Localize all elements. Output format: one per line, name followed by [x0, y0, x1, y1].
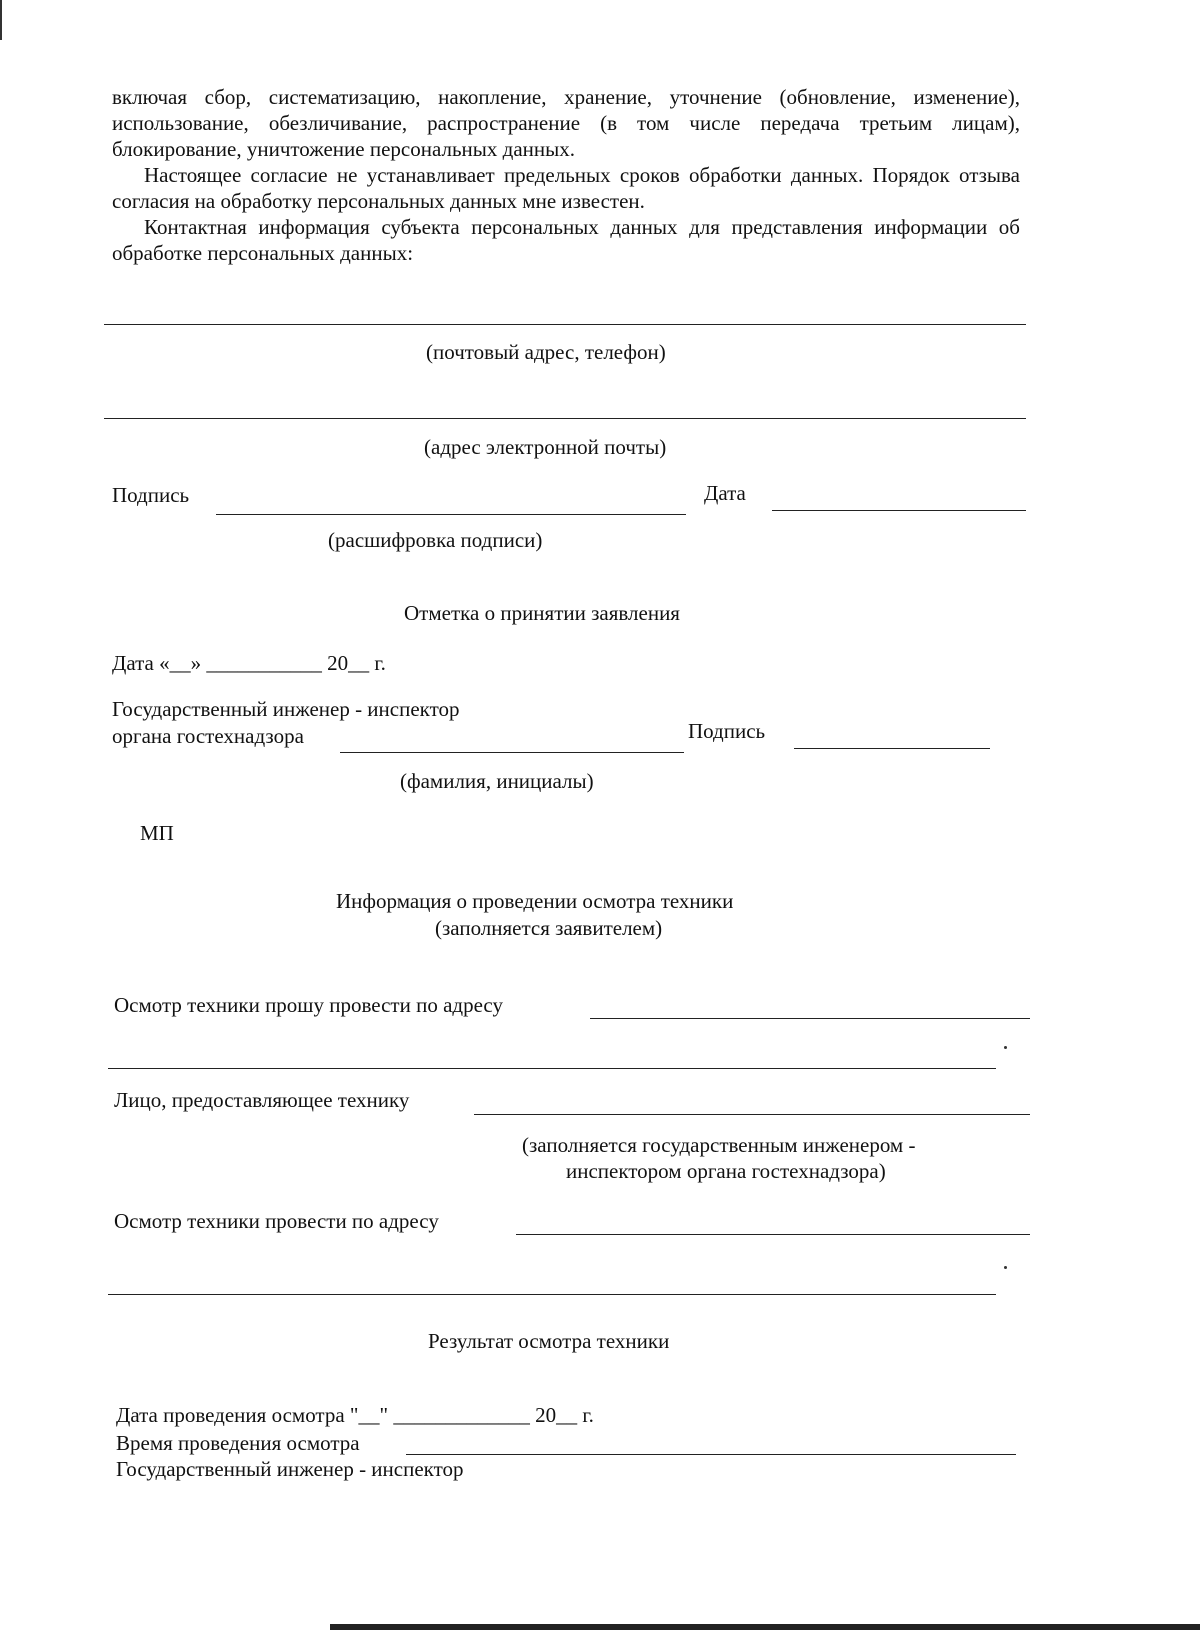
scan-bottom-edge — [330, 1624, 1200, 1630]
signature-label: Подпись — [112, 483, 190, 507]
inspection-address-conduct-line-2[interactable] — [108, 1294, 996, 1295]
inspector-title-line2: органа гостехнадзора — [112, 724, 304, 748]
result-time-label: Время проведения осмотра — [116, 1431, 360, 1455]
result-date-line: Дата проведения осмотра "__" _____________ 20__ г. — [116, 1403, 594, 1427]
inspection-address-conduct-line[interactable] — [516, 1234, 1030, 1235]
period-mark — [1004, 1046, 1007, 1049]
inspection-address-request-line-2[interactable] — [108, 1068, 996, 1069]
inspector-name-line[interactable] — [340, 752, 684, 753]
scan-edge-mark — [0, 0, 2, 40]
signature-line[interactable] — [216, 514, 686, 515]
inspector-name-caption: (фамилия, инициалы) — [400, 769, 594, 793]
consent-paragraph-2: Настоящее согласие не устанавливает предельных сроков обработки данных. Порядок отзыва согласия на обработку персональных данных мне известен. — [112, 163, 1020, 213]
email-line[interactable] — [104, 418, 1026, 419]
postal-address-line[interactable] — [104, 324, 1026, 325]
inspection-info-heading: Информация о проведении осмотра техники — [336, 889, 734, 913]
inspection-info-subheading: (заполняется заявителем) — [435, 916, 663, 940]
result-time-line[interactable] — [406, 1454, 1016, 1455]
acceptance-date-line: Дата «__» ___________ 20__ г. — [112, 651, 386, 675]
inspector-note-line2: инспектором органа гостехнадзора) — [566, 1159, 886, 1183]
inspector-signature-label: Подпись — [688, 719, 766, 743]
inspection-address-request-line[interactable] — [590, 1018, 1030, 1019]
person-providing-line[interactable] — [474, 1114, 1030, 1115]
signature-decode-caption: (расшифровка подписи) — [328, 528, 543, 552]
postal-address-caption: (почтовый адрес, телефон) — [426, 340, 666, 364]
inspector-signature-line[interactable] — [794, 748, 990, 749]
date-label: Дата — [704, 481, 746, 505]
date-line[interactable] — [772, 510, 1026, 511]
result-heading: Результат осмотра техники — [428, 1329, 670, 1353]
acceptance-heading: Отметка о принятии заявления — [404, 601, 680, 625]
consent-text — [112, 84, 1020, 266]
consent-paragraph-1: включая сбор, систематизацию, накопление, хранение, уточнение (обновление, изменение), использование, обезличивание, распространение (в том числе передача третьим лицам), блокирование, уничтожение персональных данных. — [112, 85, 1020, 161]
inspection-address-request-label: Осмотр техники прошу провести по адресу — [114, 993, 503, 1017]
inspector-title-line1: Государственный инженер - инспектор — [112, 697, 460, 721]
person-providing-label: Лицо, предоставляющее технику — [114, 1088, 410, 1112]
period-mark — [1004, 1266, 1007, 1269]
consent-paragraph-3: Контактная информация субъекта персональных данных для представления информации об обработке персональных данных: — [112, 215, 1020, 265]
seal-mark: МП — [140, 821, 174, 845]
result-inspector-label: Государственный инженер - инспектор — [116, 1457, 464, 1481]
inspector-note-line1: (заполняется государственным инженером - — [522, 1133, 916, 1157]
inspection-address-conduct-label: Осмотр техники провести по адресу — [114, 1209, 439, 1233]
email-caption: (адрес электронной почты) — [424, 435, 667, 459]
